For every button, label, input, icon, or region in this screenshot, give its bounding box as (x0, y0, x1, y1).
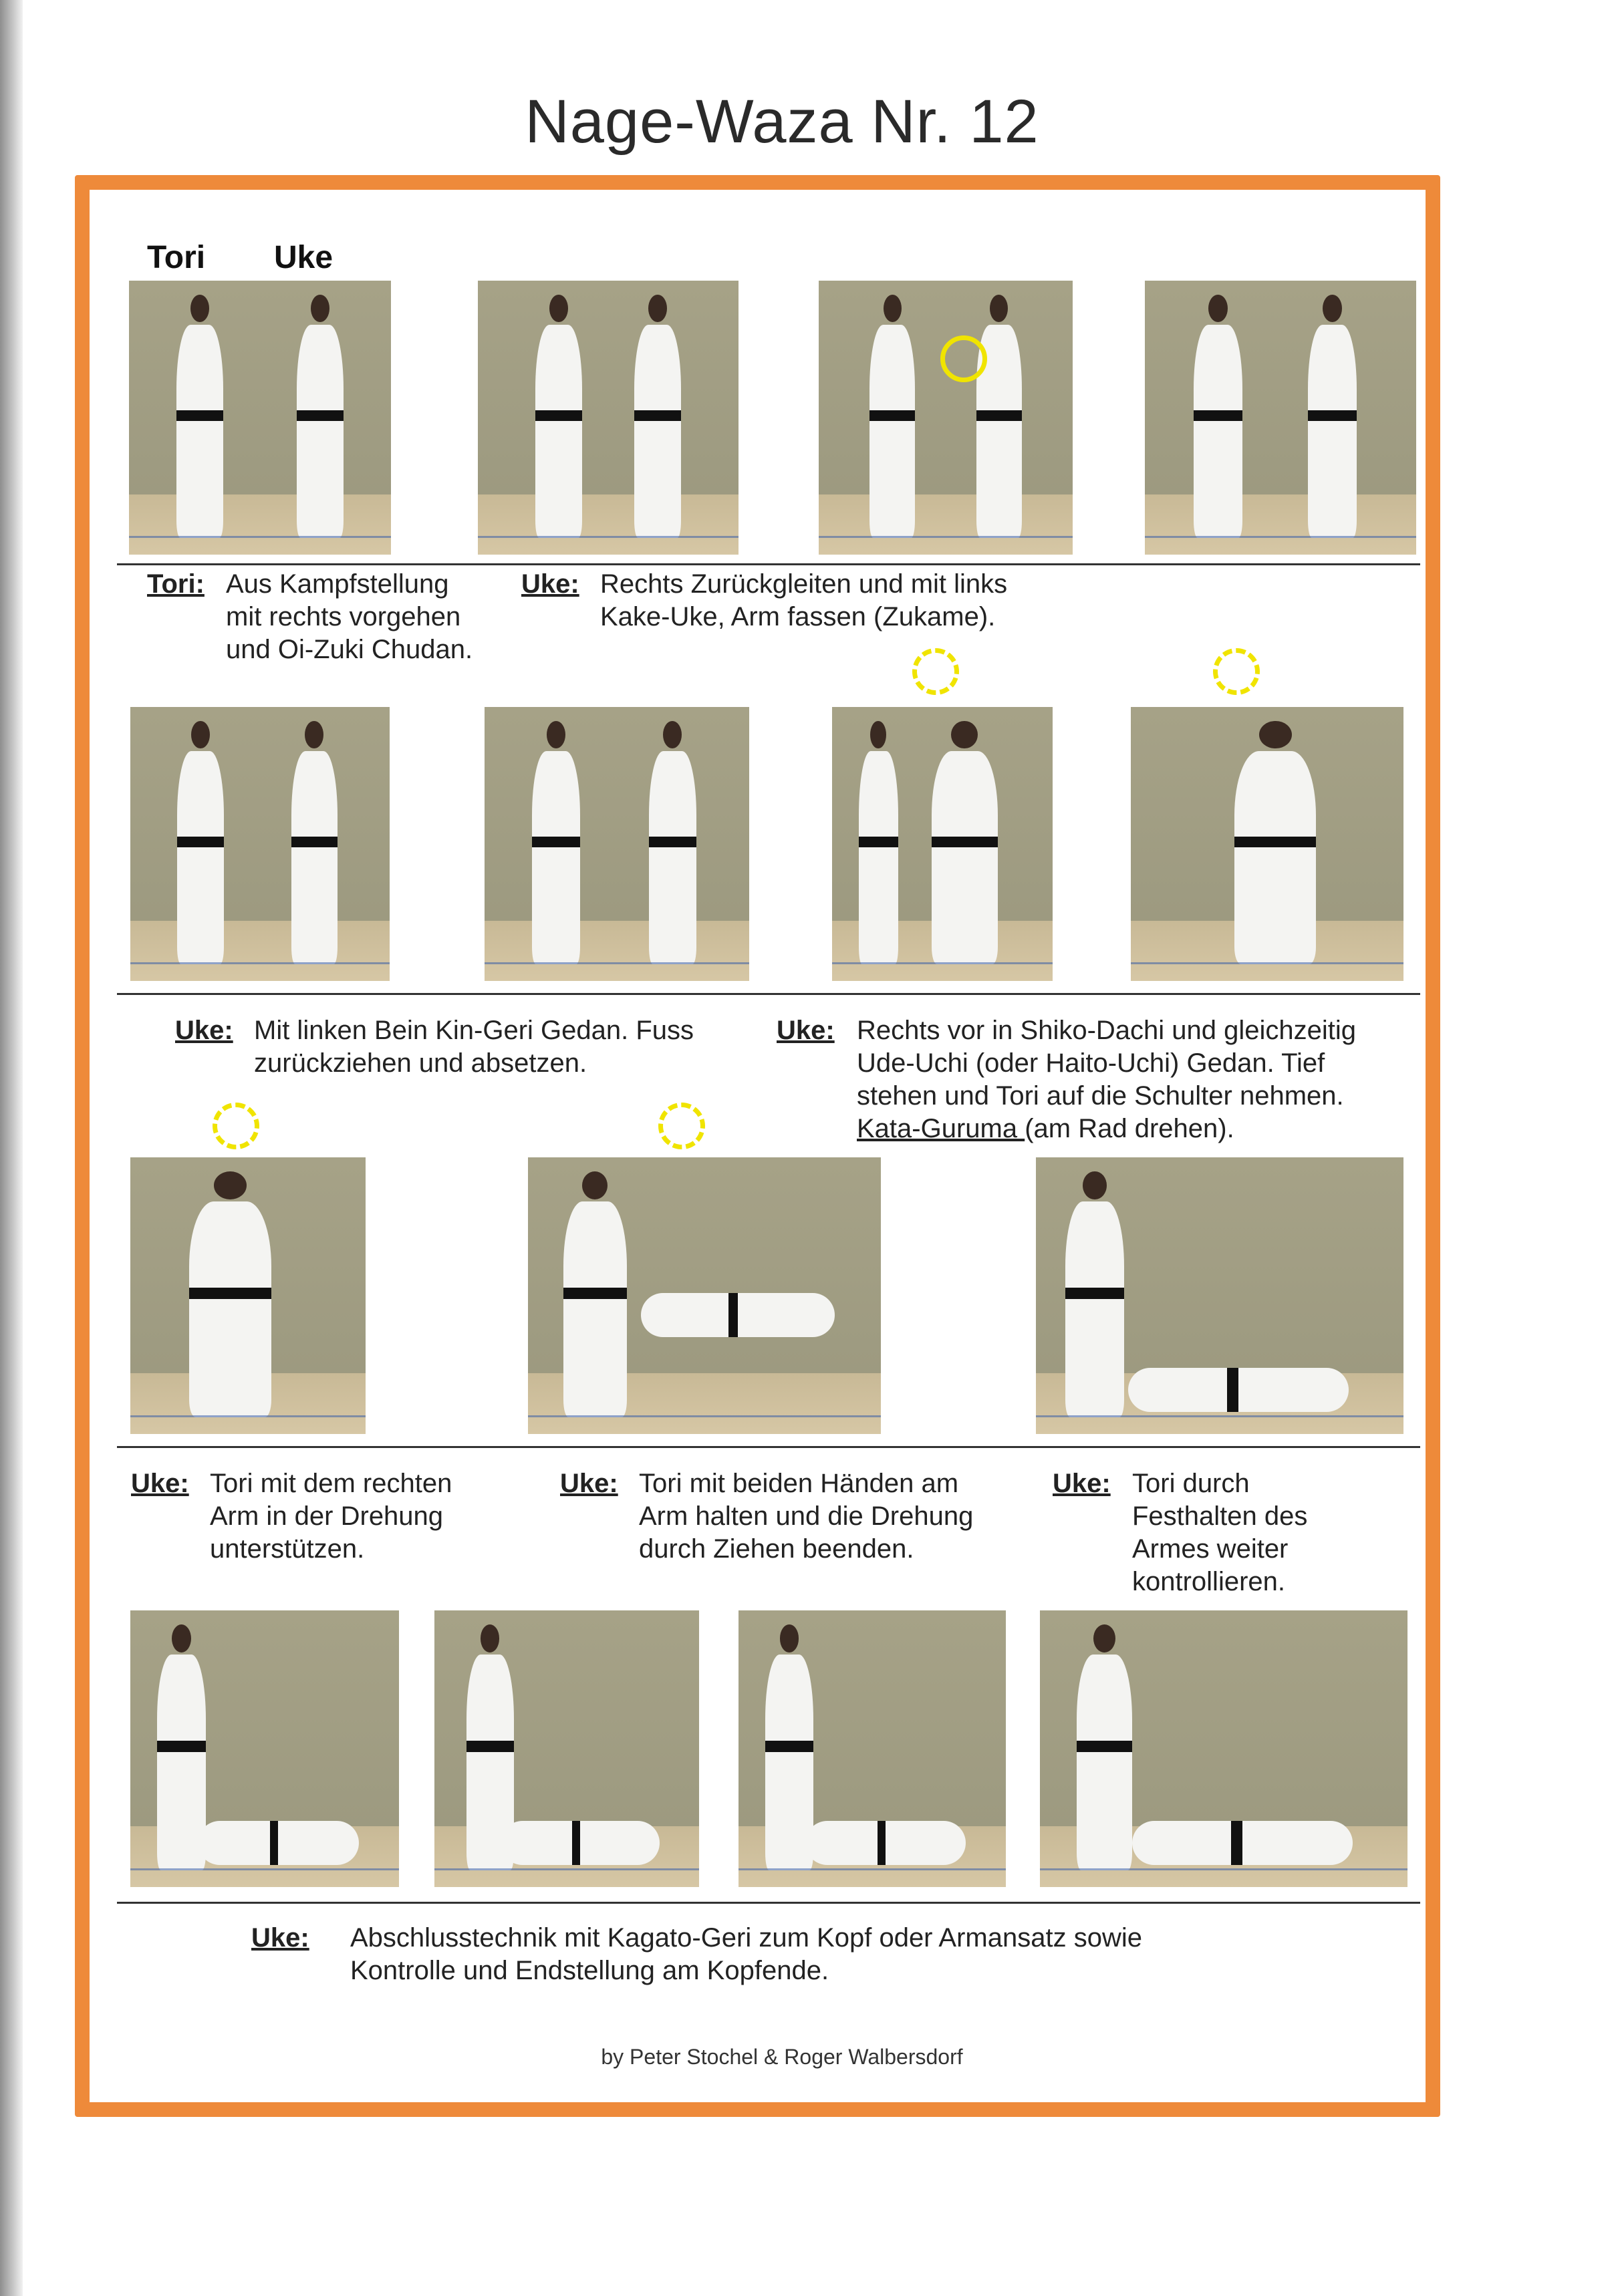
kata-guruma-link: Kata-Guruma (857, 1114, 1025, 1143)
row2-right-text-body: Rechts vor in Shiko-Dachi und gleichzeitig Ude-Uchi (oder Haito-Uchi) Gedan. Tief stehen und Tori auf die Schulter nehmen. (857, 1016, 1357, 1111)
photo-4-3 (739, 1610, 1006, 1887)
header-uke: Uke (274, 240, 333, 275)
row2-right-text (857, 1014, 1356, 1145)
row3-a-label: Uke: (131, 1469, 189, 1498)
rotation-icon (912, 648, 959, 695)
row1-right-text: Rechts Zurückgleiten und mit links Kake-Uke, Arm fassen (Zukame). (600, 569, 1008, 631)
photo-1-2 (478, 281, 739, 555)
page-title: Nage-Waza Nr. 12 (525, 88, 1039, 156)
photo-2-4 (1131, 707, 1403, 981)
photo-1-3 (819, 281, 1073, 555)
row1-left-text: Aus Kampfstellung mit rechts vorgehen und Oi-Zuki Chudan. (226, 569, 473, 664)
photo-1-1 (129, 281, 391, 555)
row3-b-text: Tori mit beiden Händen am Arm halten und die Drehung durch Ziehen beenden. (639, 1469, 974, 1564)
row2-left-label: Uke: (175, 1016, 233, 1045)
row1-right-label: Uke: (521, 569, 579, 599)
row2-right-tail: (am Rad drehen). (1025, 1114, 1234, 1143)
photo-1-4 (1145, 281, 1416, 555)
photo-2-1 (130, 707, 390, 981)
row4-label: Uke: (251, 1923, 309, 1953)
row3-c-text: Tori durch Festhalten des Armes weiter kontrollieren. (1132, 1469, 1308, 1596)
photo-3-1 (130, 1157, 366, 1434)
footer-credit: by Peter Stochel & Roger Walbersdorf (601, 2045, 963, 2069)
photo-4-1 (130, 1610, 399, 1887)
divider (117, 1446, 1420, 1448)
scan-edge (0, 0, 23, 2296)
divider (117, 563, 1420, 565)
photo-3-2 (528, 1157, 881, 1434)
photo-4-2 (434, 1610, 699, 1887)
photo-2-3 (832, 707, 1053, 981)
divider (117, 1902, 1420, 1904)
highlight-circle-icon (940, 335, 987, 382)
row4-text: Abschlusstechnik mit Kagato-Geri zum Kopf oder Armansatz sowie Kontrolle und Endstellung am Kopfende. (350, 1923, 1142, 1985)
header-tori: Tori (147, 240, 206, 275)
photo-3-3 (1036, 1157, 1403, 1434)
row2-left-text: Mit linken Bein Kin-Geri Gedan. Fuss zurückziehen und absetzen. (254, 1016, 694, 1078)
row3-b-label: Uke: (560, 1469, 618, 1498)
row2-right-label: Uke: (777, 1016, 835, 1045)
row1-left-label: Tori: (147, 569, 205, 599)
row3-c-label: Uke: (1053, 1469, 1111, 1498)
rotation-icon (658, 1103, 705, 1149)
photo-4-4 (1040, 1610, 1407, 1887)
divider (117, 993, 1420, 995)
row3-a-text: Tori mit dem rechten Arm in der Drehung unterstützen. (210, 1469, 452, 1564)
rotation-icon (1213, 648, 1260, 695)
rotation-icon (213, 1103, 259, 1149)
photo-2-2 (485, 707, 749, 981)
